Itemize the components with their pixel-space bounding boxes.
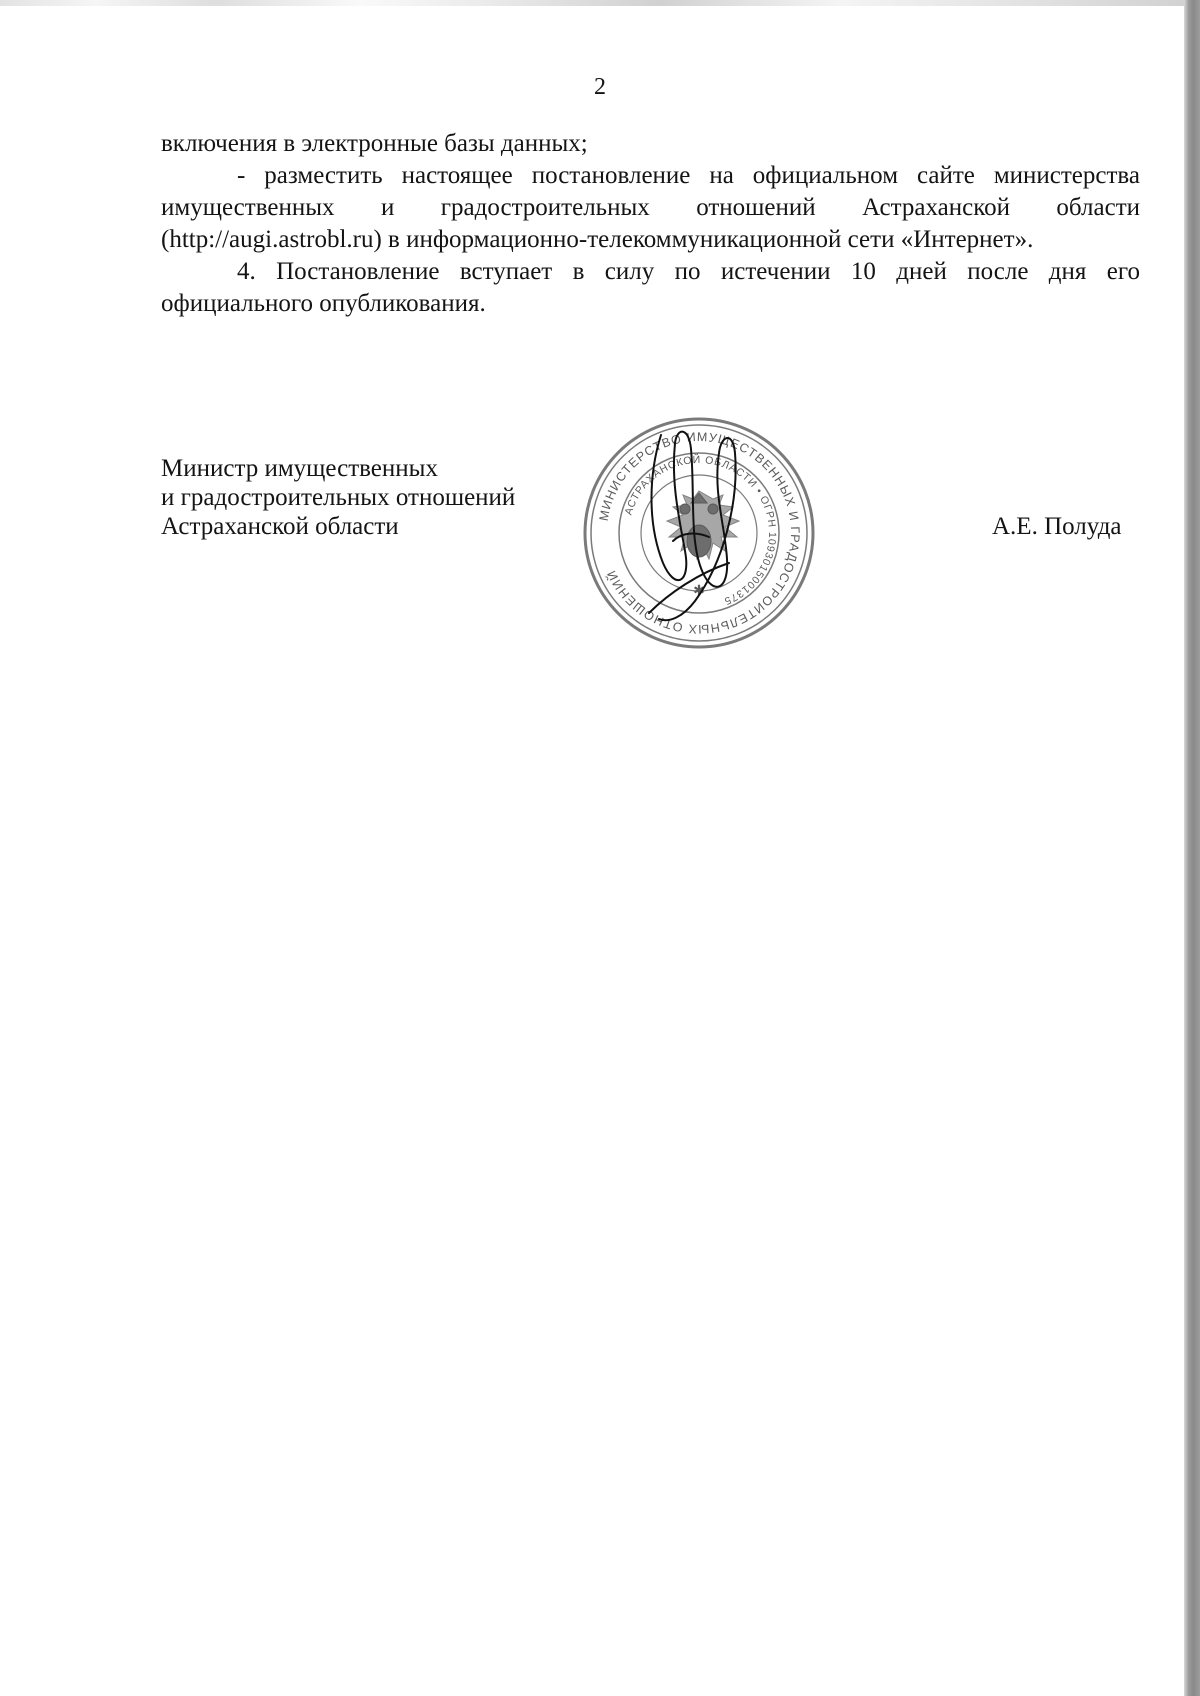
signatory-title-line: и градостроительных отношений — [161, 484, 516, 511]
signatory-title-line: Министр имущественных — [161, 455, 438, 482]
seal-star-icon: ✱ — [693, 582, 705, 598]
paragraph-effective-date: 4. Постановление вступает в силу по истечении 10 дней после дня его официального опубликования. — [161, 258, 1140, 317]
seal-graphic — [579, 413, 819, 653]
seal-inner-ring-text: АСТРАХАНСКОЙ ОБЛАСТИ • ОГРН 1093015001375 — [622, 453, 779, 608]
seal-outer-ring-text: МИНИСТЕРСТВО ИМУЩЕСТВЕННЫХ И ГРАДОСТРОИТЕЛЬНЫХ ОТНОШЕНИЙ — [596, 429, 803, 637]
scan-top-edge-noise — [0, 0, 1200, 6]
document-body — [161, 128, 1140, 320]
paragraph-continuation: включения в электронные базы данных; — [161, 130, 588, 157]
signatory-title-line: Астраханской области — [161, 513, 399, 540]
paragraph-publish-on-site: - разместить настоящее постановление на официальном сайте министерства имущественных и градостроительных отношений Астраханской области (http://augi.astrobl.ru) в информационно-телекоммуникационной сети «Интернет». — [161, 162, 1140, 253]
official-seal-stamp — [579, 413, 819, 653]
signer-name: А.Е. Полуда — [992, 513, 1122, 540]
page-number: 2 — [594, 74, 606, 100]
scan-right-edge-shadow — [1184, 0, 1200, 1696]
signatory-title — [161, 454, 581, 541]
